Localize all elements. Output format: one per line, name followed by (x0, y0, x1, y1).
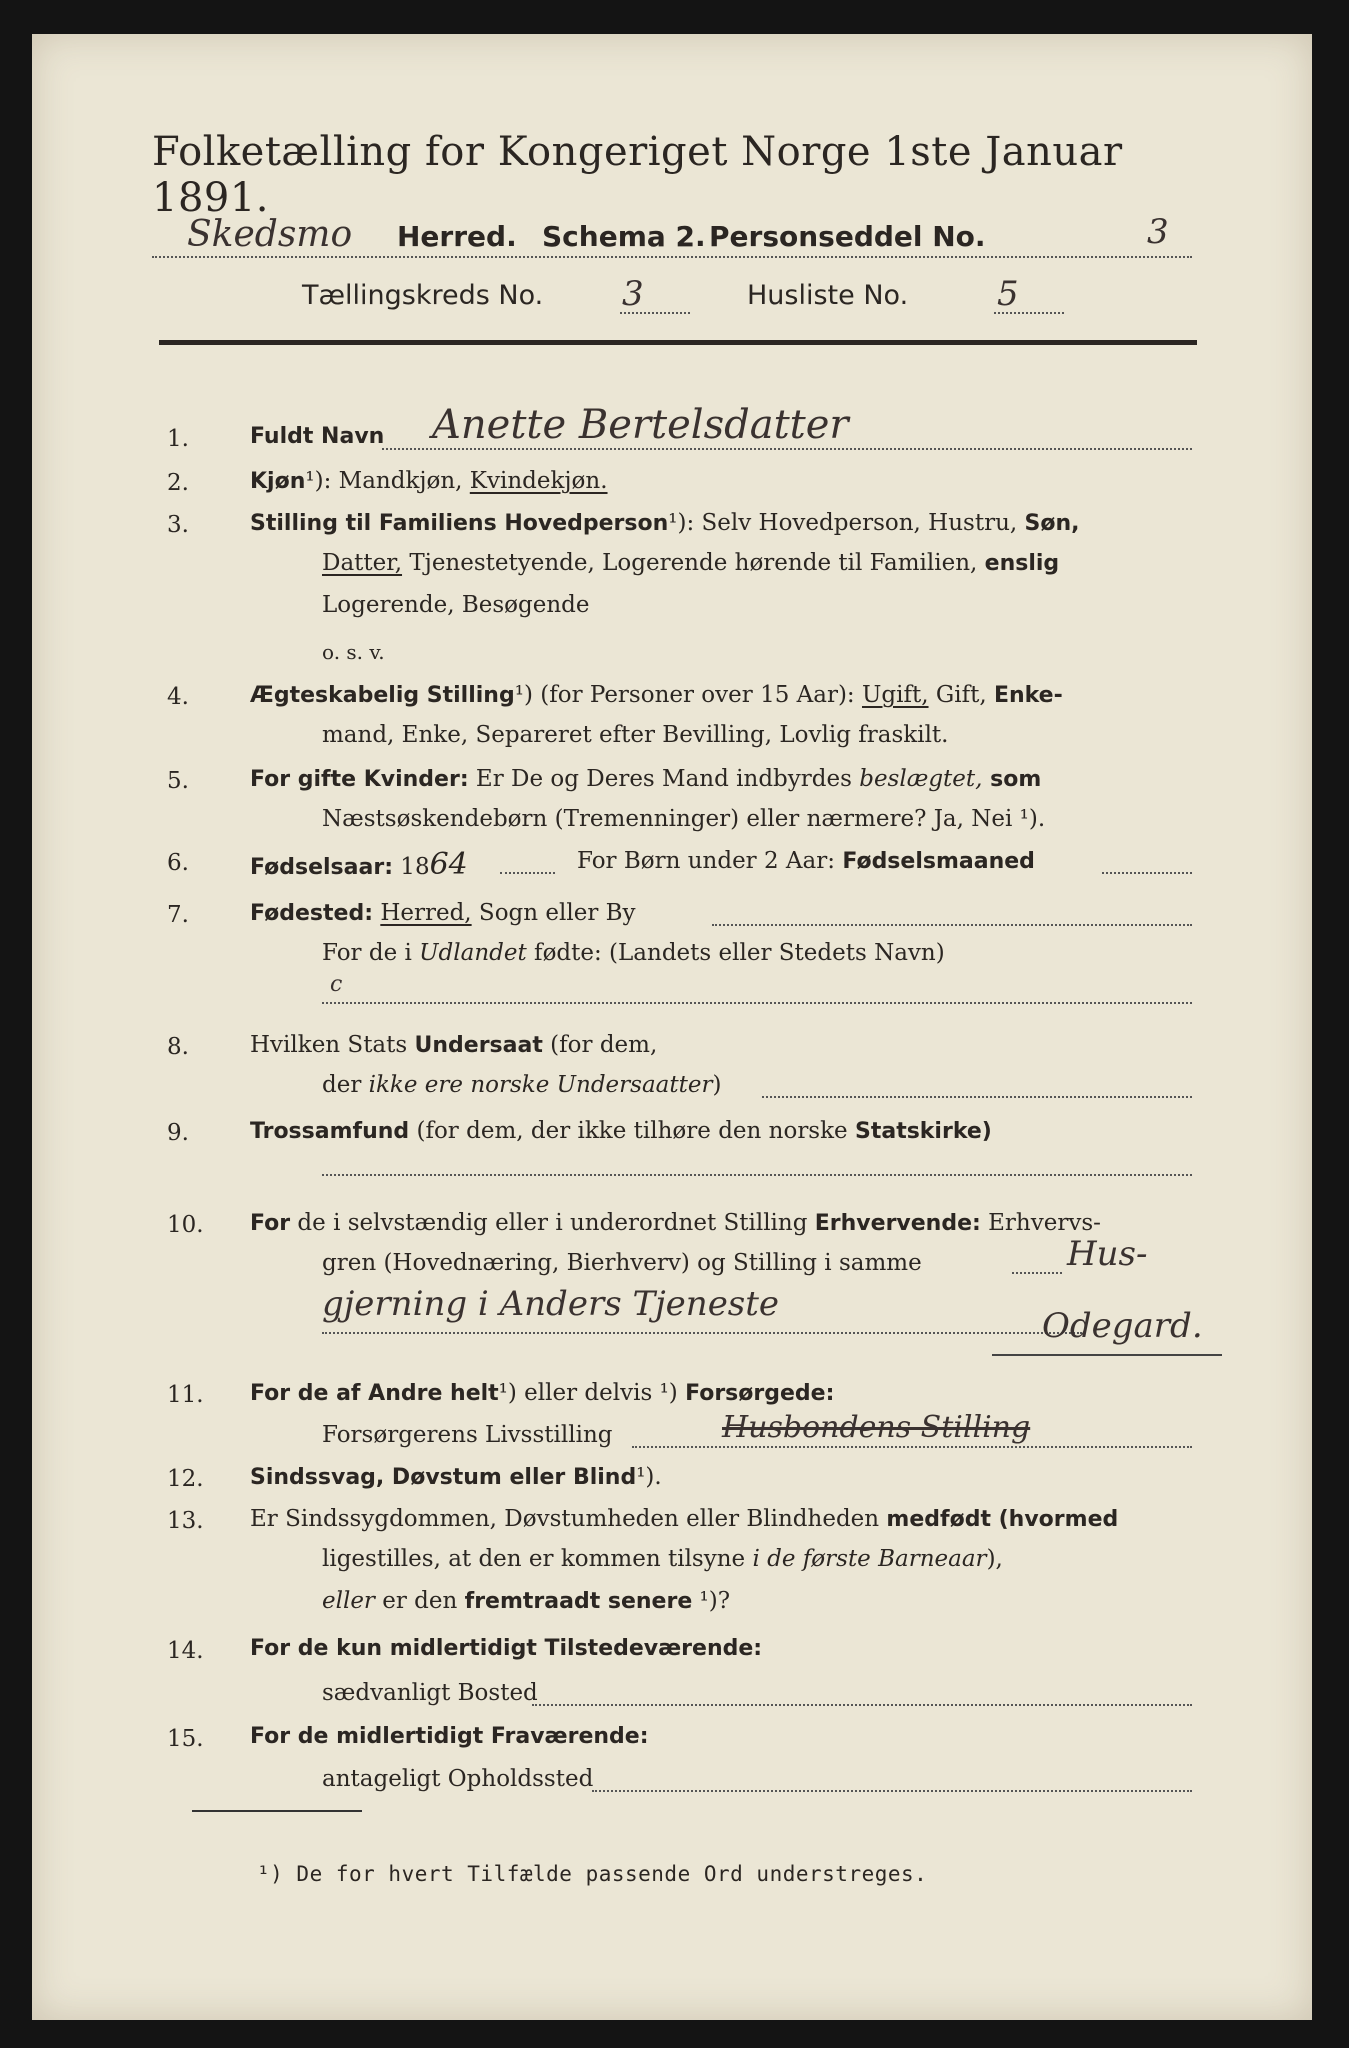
personseddel-value: 3 (1147, 212, 1169, 252)
q10-text1: de i selvstændig eller i underordnet Stilling (290, 1210, 815, 1236)
q1-line (382, 448, 1192, 450)
q7-udlandet: Udlandet (419, 940, 527, 966)
q13-text3a: eller (322, 1588, 375, 1614)
q8-label: Undersaat (414, 1033, 543, 1058)
q6-label: Fødselsaar: (250, 855, 393, 880)
q11-text1: ¹) eller delvis ¹) (498, 1380, 686, 1406)
q14-text: sædvanligt Bosted (322, 1680, 538, 1706)
q9-number: 9. (167, 1120, 189, 1146)
q10-hand3: Odegard. (1042, 1306, 1203, 1346)
q11-line (632, 1446, 1192, 1448)
q9-line (322, 1174, 1192, 1176)
q12-sup: ¹). (636, 1464, 662, 1490)
q7-mark: c (330, 972, 343, 997)
q6-month-line (1102, 872, 1192, 874)
header-dotted-line (152, 256, 1192, 258)
q5-som: som (982, 767, 1042, 792)
q2-sup: ¹): (305, 468, 339, 494)
q13-medfodt: medfødt (886, 1507, 991, 1532)
q13-hvormed: (hvormed (990, 1507, 1119, 1532)
q15-label: For de midlertidigt Fraværende: (250, 1724, 649, 1749)
q2-label: Kjøn (250, 469, 306, 494)
q10-row2: gren (Hovednæring, Bierhverv) og Stilling i samme (322, 1250, 922, 1276)
herred-label: Herred. (397, 220, 517, 253)
q12-label: Sindssvag, Døvstum eller Blind (250, 1465, 637, 1490)
q2-number: 2. (167, 470, 189, 496)
q14-number: 14. (167, 1638, 204, 1664)
q8-text1: Hvilken Stats (250, 1032, 415, 1058)
q7-line1 (712, 924, 1192, 926)
q8-text3c: ) (712, 1072, 722, 1098)
q6-year-dots (500, 872, 555, 874)
q13-text3b: er den (374, 1588, 465, 1614)
footnote: ¹) De for hvert Tilfælde passende Ord understreges. (257, 1862, 928, 1886)
q7-text1: Sogn eller By (471, 900, 636, 926)
q10-label: For (250, 1211, 291, 1236)
q11-label: For de af Andre helt (250, 1381, 499, 1406)
q4-label: Ægteskabelig Stilling (250, 683, 515, 708)
q6-row-b (577, 850, 1035, 873)
q15-line (592, 1790, 1192, 1792)
q14-line (532, 1704, 1192, 1706)
q3-datter-underlined: Datter, (322, 550, 403, 576)
q15-number: 15. (167, 1726, 204, 1752)
q3-enslig: enslig (984, 551, 1060, 576)
husliste-value: 5 (997, 274, 1019, 314)
q11-row1 (250, 1382, 834, 1405)
q8-text2: (for dem, (542, 1032, 658, 1058)
q7-label: Fødested: (250, 901, 373, 926)
kreds-dots (620, 312, 690, 314)
q5-beslaegtet: beslægtet, (859, 766, 983, 792)
q3-text1: ¹): Selv Hovedperson, Hustru, (668, 510, 1025, 536)
q3-son: Søn, (1024, 511, 1080, 536)
q6-row (250, 847, 468, 882)
q12-number: 12. (167, 1466, 204, 1492)
q8-line (762, 1096, 1192, 1098)
q7-number: 7. (167, 902, 189, 928)
q13-text3c: fremtraadt senere (464, 1589, 693, 1614)
q3-label: Stilling til Familiens Hovedperson (250, 511, 669, 536)
q10-number: 10. (167, 1212, 204, 1238)
herred-value: Skedsmo (187, 214, 353, 255)
q9-text: (for dem, der ikke tilhøre den norske (409, 1118, 855, 1144)
q13-text1: Er Sindssygdommen, Døvstumheden eller Blindheden (250, 1506, 887, 1532)
header-rule (159, 340, 1197, 345)
q4-text2: Gift, (928, 682, 994, 708)
q10-line1 (1012, 1272, 1062, 1274)
q7-row2 (322, 942, 945, 965)
q12-row (250, 1466, 662, 1489)
q5-label: For gifte Kvinder: (250, 767, 469, 792)
q10-line2 (322, 1332, 1082, 1334)
q2-row (250, 470, 608, 493)
q13-number: 13. (167, 1508, 204, 1534)
q11-forsorgede: Forsørgede: (685, 1381, 835, 1406)
form-title: Folketælling for Kongeriget Norge 1ste Januar 1891. (152, 129, 1123, 221)
q13-row2 (322, 1548, 1003, 1571)
q15-text: antageligt Opholdssted (322, 1766, 594, 1792)
q10-erhvervende: Erhvervende: (814, 1211, 981, 1236)
q4-row1 (250, 684, 1063, 707)
q4-ugift-underlined: Ugift, (862, 682, 929, 708)
q4-enke: Enke- (993, 683, 1063, 708)
census-form-page (32, 34, 1312, 2020)
q1-name-value: Anette Bertelsdatter (432, 402, 849, 448)
q6-prefix: 18 (393, 854, 430, 880)
q11-row2: Forsørgerens Livsstilling (322, 1422, 613, 1448)
q11-struck-value: Husbondens Stilling (722, 1410, 1031, 1445)
q5-row1 (250, 768, 1041, 791)
q7-row1 (250, 902, 636, 925)
q10-hand2: gjerning i Anders Tjeneste (322, 1284, 780, 1324)
q3-row2 (322, 552, 1059, 575)
q5-row2: Næstsøskendebørn (Tremenninger) eller nærmere? Ja, Nei ¹). (322, 806, 1046, 832)
q10-row1 (250, 1212, 1101, 1235)
q4-text1: ¹) (for Personer over 15 Aar): (514, 682, 862, 708)
kreds-value: 3 (622, 274, 644, 314)
q4-number: 4. (167, 684, 189, 710)
q8-text3a: der (322, 1072, 369, 1098)
q5-text1: Er De og Deres Mand indbyrdes (468, 766, 860, 792)
q7-text2a: For de i (322, 940, 420, 966)
q2-option-male: Mandkjøn, (338, 468, 470, 494)
q9-row (250, 1120, 992, 1143)
q9-label: Trossamfund (250, 1119, 410, 1144)
q13-text2b: i de første Barneaar (752, 1546, 987, 1572)
personseddel-label: Personseddel No. (709, 220, 986, 253)
q3-row4: o. s. v. (322, 640, 385, 664)
q13-text2c: ), (986, 1546, 1003, 1572)
q3-number: 3. (167, 512, 189, 538)
q8-row2 (322, 1074, 721, 1097)
q3-row1 (250, 512, 1080, 535)
q5-number: 5. (167, 768, 189, 794)
q6-number: 6. (167, 850, 189, 876)
q13-text2a: ligestilles, at den er kommen tilsyne (322, 1546, 753, 1572)
q10-erhvervs: Erhvervs- (980, 1210, 1101, 1236)
q10-line3 (992, 1354, 1222, 1356)
q7-text2b: fødte: (Landets eller Stedets Navn) (526, 940, 945, 966)
q6-label2: Fødselsmaaned (842, 849, 1035, 874)
q10-hand1: Hus- (1067, 1234, 1148, 1274)
q7-line2 (322, 1002, 1192, 1004)
q6-year-value: 64 (429, 847, 468, 882)
q7-herred-underlined: Herred, (380, 900, 472, 926)
q3-text2: Tjenestetyende, Logerende hørende til Familien, (402, 550, 985, 576)
q3-row3: Logerende, Besøgende (322, 592, 590, 618)
q13-text3d: ¹)? (692, 1588, 731, 1614)
kreds-label: Tællingskreds No. (302, 280, 544, 311)
q8-text3b: ikke ere norske Undersaatter (368, 1072, 713, 1098)
q6-text: For Børn under 2 Aar: (577, 848, 843, 874)
q1-label: Fuldt Navn (250, 424, 385, 449)
husliste-dots (994, 312, 1064, 314)
q11-number: 11. (167, 1382, 204, 1408)
q14-label: For de kun midlertidigt Tilstedeværende: (250, 1636, 763, 1661)
q4-row2: mand, Enke, Separeret efter Bevilling, Lovlig fraskilt. (322, 722, 949, 748)
q1-number: 1. (167, 426, 189, 452)
q8-number: 8. (167, 1034, 189, 1060)
q9-end: Statskirke) (854, 1119, 992, 1144)
schema-label: Schema 2. (542, 220, 706, 253)
q2-option-female-underlined: Kvindekjøn. (469, 468, 608, 494)
husliste-label: Husliste No. (747, 280, 909, 311)
q13-row3 (322, 1590, 730, 1613)
q13-row1 (250, 1508, 1118, 1531)
footnote-rule (192, 1810, 362, 1812)
q8-row1 (250, 1034, 657, 1057)
